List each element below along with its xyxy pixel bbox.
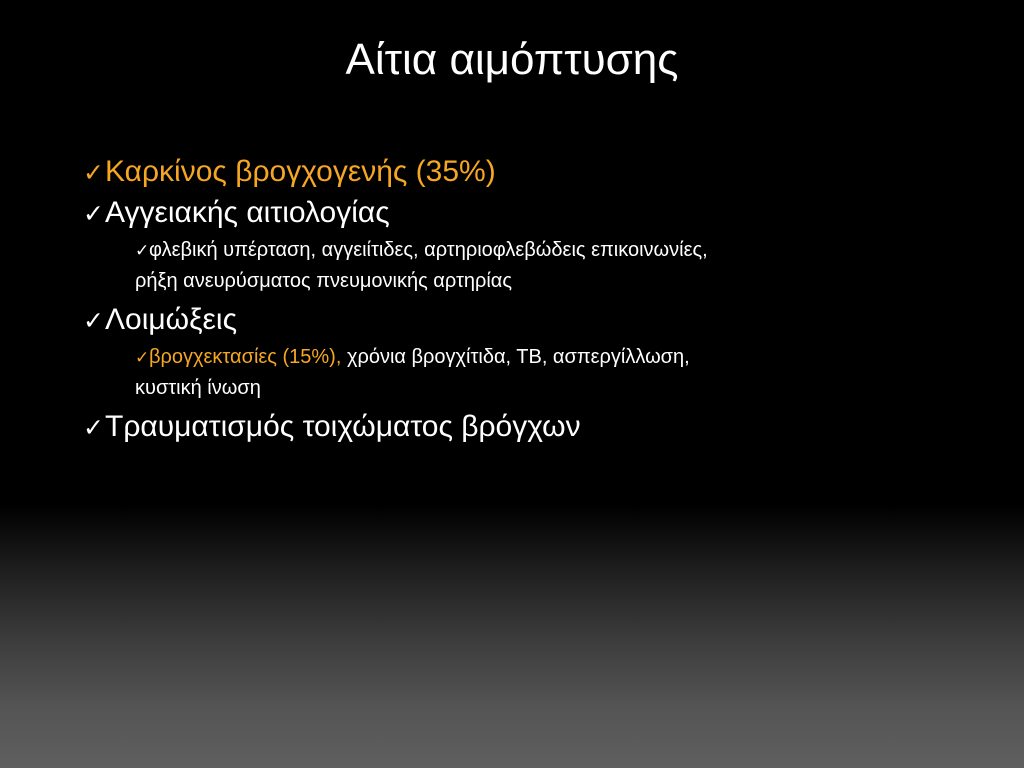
- checkmark-icon: ✓: [83, 159, 104, 187]
- checkmark-icon: ✓: [83, 200, 104, 228]
- sub-bullet-line: [135, 342, 943, 373]
- bullet-list: [83, 152, 943, 448]
- sub-bullet-vascular: [135, 235, 943, 296]
- slide-title: Αίτια αιμόπτυσης: [345, 35, 679, 84]
- checkmark-icon: ✓: [83, 414, 104, 442]
- sub-bullet-text: φλεβική υπέρταση, αγγειίτιδες, αρτηριοφλεβώδεις επικοινωνίες,: [149, 239, 708, 261]
- sub-bullet-line: ρήξη ανευρύσματος πνευμονικής αρτηρίας: [135, 270, 512, 292]
- bullet-text: Αγγειακής αιτιολογίας: [105, 196, 390, 229]
- checkmark-icon: ✓: [135, 241, 150, 260]
- sub-bullet-infections: [135, 342, 943, 403]
- bullet-item-trauma: [83, 407, 943, 448]
- checkmark-icon: ✓: [135, 348, 150, 367]
- sub-bullet-line: κυστική ίνωση: [135, 377, 261, 399]
- bullet-text: Λοιμώξεις: [105, 303, 238, 336]
- checkmark-icon: ✓: [83, 307, 104, 335]
- bullet-text: Καρκίνος βρογχογενής (35%): [105, 155, 496, 188]
- sub-bullet-line: [135, 235, 943, 266]
- bullet-item-infections: [83, 300, 943, 341]
- sub-bullet-highlight-text: βρογχεκτασίες (15%),: [149, 346, 342, 368]
- bullet-text: Τραυματισμός τοιχώματος βρόγχων: [105, 410, 581, 443]
- bullet-item-lung-cancer: [83, 152, 943, 193]
- bullet-item-vascular: [83, 193, 943, 234]
- sub-bullet-text: χρόνια βρογχίτιδα, ΤΒ, ασπεργίλλωση,: [341, 346, 690, 368]
